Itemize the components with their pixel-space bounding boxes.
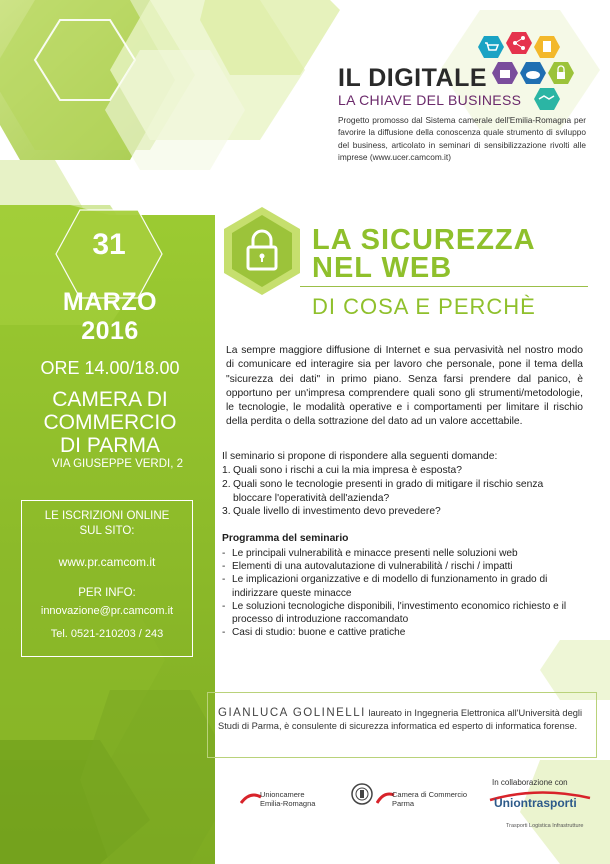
cart-icon — [478, 36, 504, 58]
list-item: 2. Quali sono le tecnologie presenti in grado di mitigare il rischio senza bloccare l'operatività dell'azienda? — [222, 478, 544, 504]
share-icon — [506, 32, 532, 54]
contact-phone: Tel. 0521-210203 / 243 — [50, 628, 164, 640]
intro-paragraph: La sempre maggiore diffusione di Internet e sua pervasività nel nostro modo di comunicare ed interagire sia per lavoro che personale, pone il tema della "sicurezza dei dati" in primo piano. Senza farsi prendere dal panico, è opportuno per un'impresa comprendere quali sono gli strumenti/metodologie, le tecnologie, le modalità operative e i comportamenti per limitare il rischio della perdita o della sottrazione del dato ad un valore accettabile. — [226, 345, 583, 428]
questions-intro: Il seminario si propone di rispondere alla seguenti domande: — [222, 451, 498, 462]
list-item: - Le principali vulnerabilità e minacce presenti nelle soluzioni web — [222, 547, 584, 560]
title-line-1: LA SICUREZZA — [312, 224, 536, 256]
speaker-box — [207, 692, 597, 758]
thumbs-up-icon — [492, 62, 518, 84]
document-icon — [534, 36, 560, 58]
event-address: VIA GIUSEPPE VERDI, 2 — [51, 458, 184, 470]
venue-line-3: DI PARMA — [60, 434, 160, 457]
contact-email-link[interactable]: innovazione@pr.camcom.it — [40, 605, 174, 617]
list-item: - Le implicazioni organizzative e di modello di funzionamento in grado di indirizzare queste minacce — [222, 573, 584, 599]
title-line-2: NEL WEB — [312, 252, 453, 284]
event-month: MARZO — [62, 288, 158, 316]
speaker-bio — [218, 707, 590, 734]
unioncamere-swoosh-icon — [240, 789, 262, 809]
title-subtitle: DI COSA E PERCHÈ — [312, 294, 536, 319]
lock-hexagon-icon — [222, 205, 302, 297]
brand-description: Progetto promosso dal Sistema camerale dell'Emilia-Romagna per favorire la diffusione della conoscenza quale strumento di sviluppo del business, articolato in seminari di sensibilizzazione rivolti alle imprese (www.ucer.camcom.it) — [338, 115, 586, 163]
event-day: 31 — [92, 228, 126, 261]
handshake-icon — [534, 88, 560, 110]
program-title: Programma del seminario — [222, 533, 349, 544]
program-list — [222, 547, 584, 639]
registration-line-2: SUL SITO: — [79, 525, 135, 537]
brand-subtitle: LA CHIAVE DEL BUSINESS — [338, 92, 522, 108]
cloud-icon — [520, 62, 546, 84]
info-box — [21, 500, 193, 657]
list-item: - Le soluzioni tecnologiche disponibili, l'investimento economico richiesto e il processo di introduzione raccomandato — [222, 600, 584, 626]
list-item: - Elementi di una autovalutazione di vulnerabilità / rischi / impatti — [222, 560, 584, 573]
speaker-name: GIANLUCA GOLINELLI — [218, 707, 366, 719]
seal-icon — [350, 782, 374, 806]
brand-title: IL DIGITALE — [338, 64, 488, 92]
event-venue — [20, 388, 200, 457]
venue-line-2: COMMERCIO — [43, 411, 177, 434]
registration-site-link[interactable]: www.pr.camcom.it — [58, 555, 156, 569]
event-year: 2016 — [81, 317, 139, 345]
venue-line-1: CAMERA DI — [52, 388, 168, 411]
speaker-description: laureato in Ingegneria Elettronica all'Università degli Studi di Parma, è consulente di sicurezza informatica ed esperto di informatica forense. — [218, 708, 583, 732]
event-time: ORE 14.00/18.00 — [40, 358, 180, 378]
list-item: 1. Quali sono i rischi a cui la mia impresa è esposta? — [222, 465, 462, 476]
registration-line-1: LE ISCRIZIONI ONLINE — [44, 510, 170, 522]
lock-icon — [548, 62, 574, 84]
unioncamere-logo: Unioncamere Emilia-Romagna — [240, 785, 350, 813]
more-info-label: PER INFO: — [78, 587, 136, 599]
camera-commercio-logo: Camera di Commercio Parma — [376, 785, 466, 813]
collaboration-label: In collaborazione con — [492, 778, 568, 787]
list-item: - Casi di studio: buone e cattive pratiche — [222, 626, 584, 639]
uniontrasporti-logo: Uniontrasporti Trasporti Logistica Infrastrutture — [488, 790, 596, 830]
title-divider — [300, 286, 588, 287]
questions-list — [222, 464, 584, 519]
list-item: 3. Quale livello di investimento devo prevedere? — [222, 506, 441, 518]
